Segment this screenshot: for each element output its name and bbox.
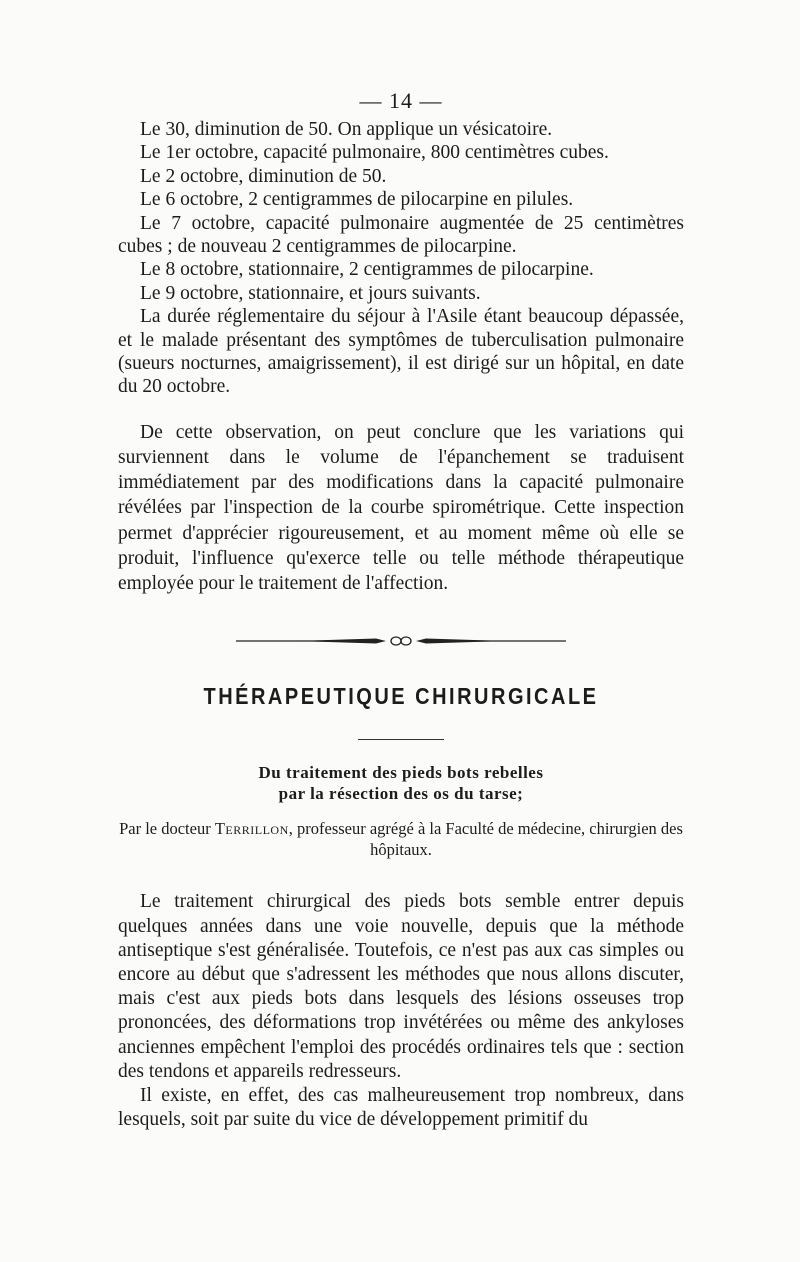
article-title-line: par la résection des os du tarse; (278, 784, 524, 804)
article-paragraph: Le traitement chirurgical des pieds bots semble entrer depuis quelques années dans une voie nouvelle, depuis que la méthode antiseptique s'est généralisée. Toutefois, ce n'est pas aux cas simples ou encore au début que s'adressent les méthodes que nous allons discuter, mais c'est aux pieds bots dans lesquels des lésions osseuses trop prononcées, des déformations trop invétérées ou même des ankyloses anciennes empêchent l'emploi des procédés ordinaires tels que : section des tendons et appareils redresseurs. (118, 891, 684, 1082)
conclusion-block (118, 420, 684, 596)
page-number: — 14 — (359, 88, 443, 113)
byline-prefix: Par le docteur (119, 819, 211, 839)
article-title (118, 762, 684, 804)
observation-log (118, 118, 684, 399)
byline-credentials: , professeur agrégé à la Faculté de médecine, chirurgien des hôpitaux. (288, 819, 683, 860)
article-paragraph: Il existe, en effet, des cas malheureusement trop nombreux, dans lesquels, soit par suite du vice de développement primitif du (118, 1084, 684, 1131)
observation-line: Le 6 octobre, 2 centigrammes de pilocarpine en pilules. (140, 189, 574, 211)
title-rule (358, 739, 444, 740)
byline-author: Terrillon (214, 819, 289, 839)
byline (118, 818, 684, 860)
ornament-divider (236, 634, 566, 648)
observation-line: Le 8 octobre, stationnaire, 2 centigrammes de pilocarpine. (140, 259, 594, 281)
observation-line: Le 7 octobre, capacité pulmonaire augmentée de 25 centimètres cubes ; de nouveau 2 centigrammes de pilocarpine. (118, 212, 684, 258)
observation-line: Le 2 octobre, diminution de 50. (140, 165, 387, 187)
observation-line: Le 9 octobre, stationnaire, et jours suivants. (140, 282, 481, 304)
observation-line: Le 30, diminution de 50. On applique un vésicatoire. (140, 119, 553, 140)
conclusion-paragraph: De cette observation, on peut conclure que les variations qui surviennent dans le volume de l'épanchement se traduisent immédiatement par des modifications dans la capacité pulmonaire révélées par l'inspection de la courbe spirométrique. Cette inspection permet d'apprécier rigoureusement, et au moment même où elle se produit, l'influence qu'exerce telle ou telle méthode thérapeutique employée pour le traitement de l'affection. (118, 421, 684, 595)
section-title: THÉRAPEUTIQUE CHIRURGICALE (203, 684, 599, 710)
observation-line: La durée réglementaire du séjour à l'Asile étant beaucoup dépassée, et le malade présentant des symptômes de tuberculisation pulmonaire (sueurs nocturnes, amaigrissement), il est dirigé sur un hôpital, en date du 20 octobre. (118, 306, 684, 398)
article-title-line: Du traitement des pieds bots rebelles (258, 763, 544, 783)
observation-line: Le 1er octobre, capacité pulmonaire, 800 centimètres cubes. (140, 142, 609, 164)
article-body (118, 890, 684, 1132)
page (118, 88, 684, 1132)
